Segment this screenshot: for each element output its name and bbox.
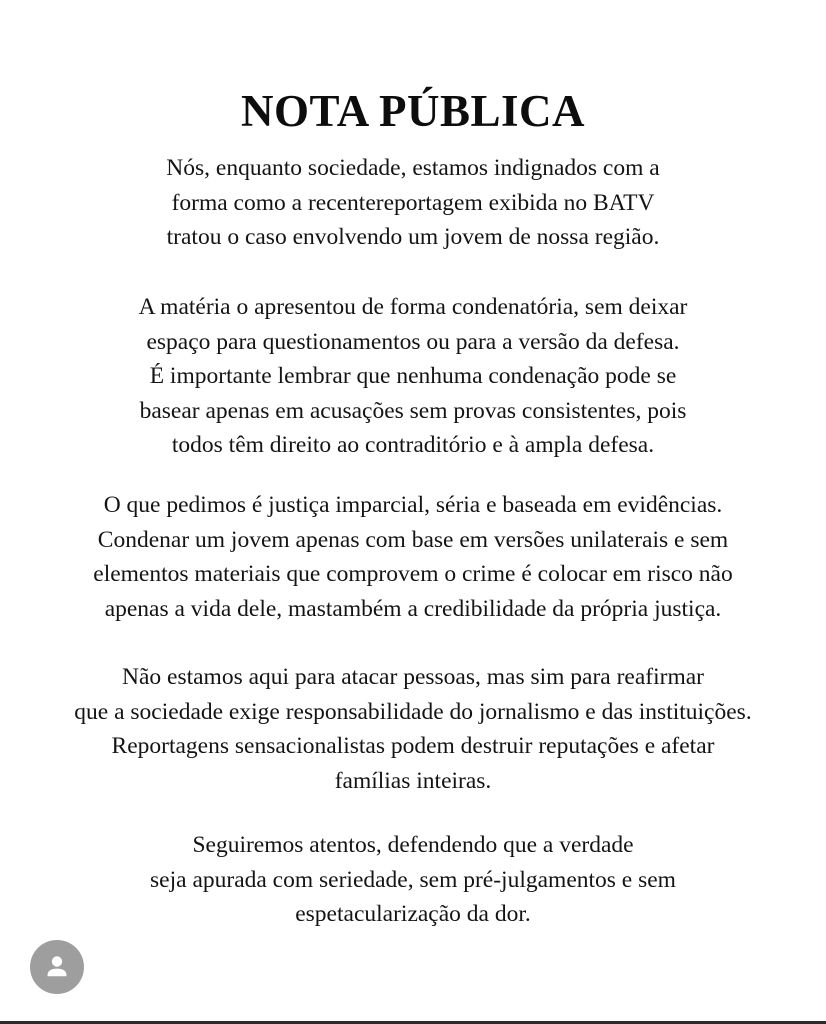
paragraph-2 — [0, 290, 826, 463]
paragraph-line: apenas a vida dele, mastambém a credibilidade da própria justiça. — [104, 595, 722, 622]
person-silhouette-icon — [30, 940, 84, 994]
paragraph-line: elementos materiais que comprovem o crime é colocar em risco não — [93, 561, 733, 588]
paragraph-line: espetacularização da dor. — [295, 901, 531, 928]
paragraph-3 — [0, 488, 826, 626]
paragraph-line: Não estamos aqui para atacar pessoas, mas sim para reafirmar — [121, 664, 705, 690]
paragraph-line: O que pedimos é justiça imparcial, séria e baseada em evidências. — [103, 492, 723, 518]
paragraph-line: tratou o caso envolvendo um jovem de nossa região. — [166, 224, 660, 251]
paragraph-line: seja apurada com seriedade, sem pré-julgamentos e sem — [150, 866, 676, 893]
paragraph-line: todos têm direito ao contraditório e à ampla defesa. — [171, 432, 655, 459]
paragraph-1 — [0, 151, 826, 255]
paragraph-line: que a sociedade exige responsabilidade do jornalismo e das instituições. — [74, 698, 752, 725]
page-title: NOTA PÚBLICA — [241, 86, 585, 136]
paragraph-line: forma como a recentereportagem exibida no BATV — [171, 189, 655, 216]
user-avatar-icon[interactable] — [30, 940, 84, 994]
paragraph-4 — [0, 660, 826, 798]
paragraph-line: basear apenas em acusações sem provas consistentes, pois — [139, 397, 687, 424]
paragraph-line: Reportagens sensacionalistas podem destruir reputações e afetar — [111, 733, 715, 760]
paragraph-line: Condenar um jovem apenas com base em versões unilaterais e sem — [97, 526, 729, 553]
paragraph-line: espaço para questionamentos ou para a versão da defesa. — [146, 328, 680, 355]
paragraph-line: Nós, enquanto sociedade, estamos indignados com a — [166, 155, 660, 181]
paragraph-line: A matéria o apresentou de forma condenatória, sem deixar — [138, 294, 688, 320]
paragraph-5 — [0, 828, 826, 932]
paragraph-line: Seguiremos atentos, defendendo que a verdade — [192, 832, 634, 858]
paragraph-line: É importante lembrar que nenhuma condenação pode se — [149, 363, 677, 390]
paragraph-line: famílias inteiras. — [334, 767, 492, 794]
